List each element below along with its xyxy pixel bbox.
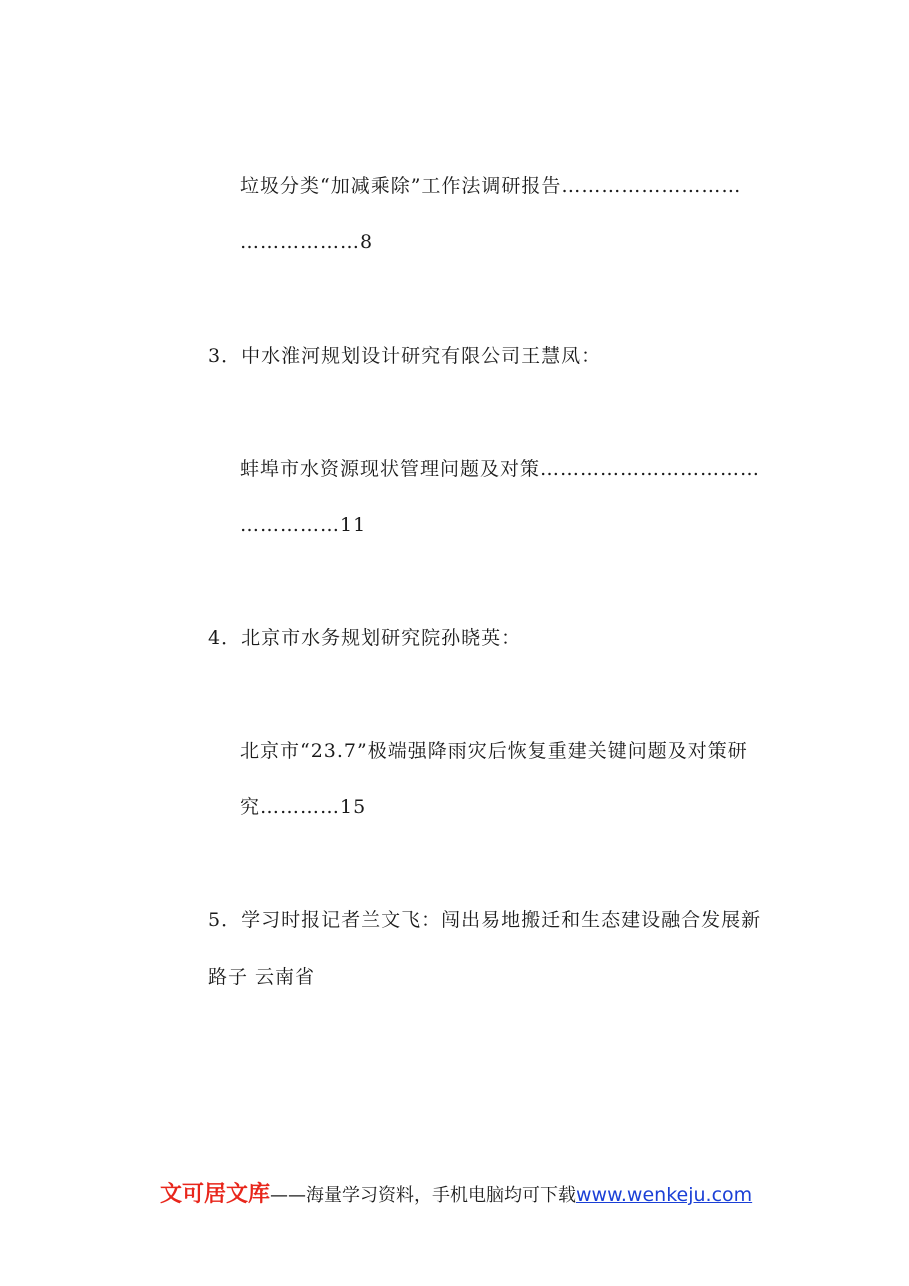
toc-section-heading: 4．北京市水务规划研究院孙晓英： (208, 627, 522, 649)
toc-entry-page: ……………11 (240, 514, 367, 536)
footer-dash: —— (270, 1185, 307, 1206)
toc-entry-title: 垃圾分类“加减乘除”工作法调研报告……………………… (240, 175, 742, 197)
toc-section-heading: 5．学习时报记者兰文飞：闯出易地搬迁和生态建设融合发展新 (208, 909, 762, 931)
toc-entry-title: 北京市“23.7”极端强降雨灾后恢复重建关键问题及对策研 (240, 740, 748, 762)
toc-section-heading: 3．中水淮河规划设计研究有限公司王慧凤： (208, 345, 602, 367)
footer-brand: 文可居文库 (160, 1182, 271, 1207)
toc-entry-page: 究…………15 (240, 796, 367, 818)
toc-entry-title: 蚌埠市水资源现状管理问题及对策…………………………… (240, 458, 761, 480)
toc-section-heading-continued: 路子 云南省 (208, 966, 316, 988)
footer-slogan: 海量学习资料，手机电脑均可下载 (306, 1185, 577, 1206)
footer-link[interactable]: www.wenkeju.com (576, 1184, 753, 1206)
toc-entry-page: ………………8 (240, 231, 374, 253)
footer-banner (160, 1182, 752, 1209)
